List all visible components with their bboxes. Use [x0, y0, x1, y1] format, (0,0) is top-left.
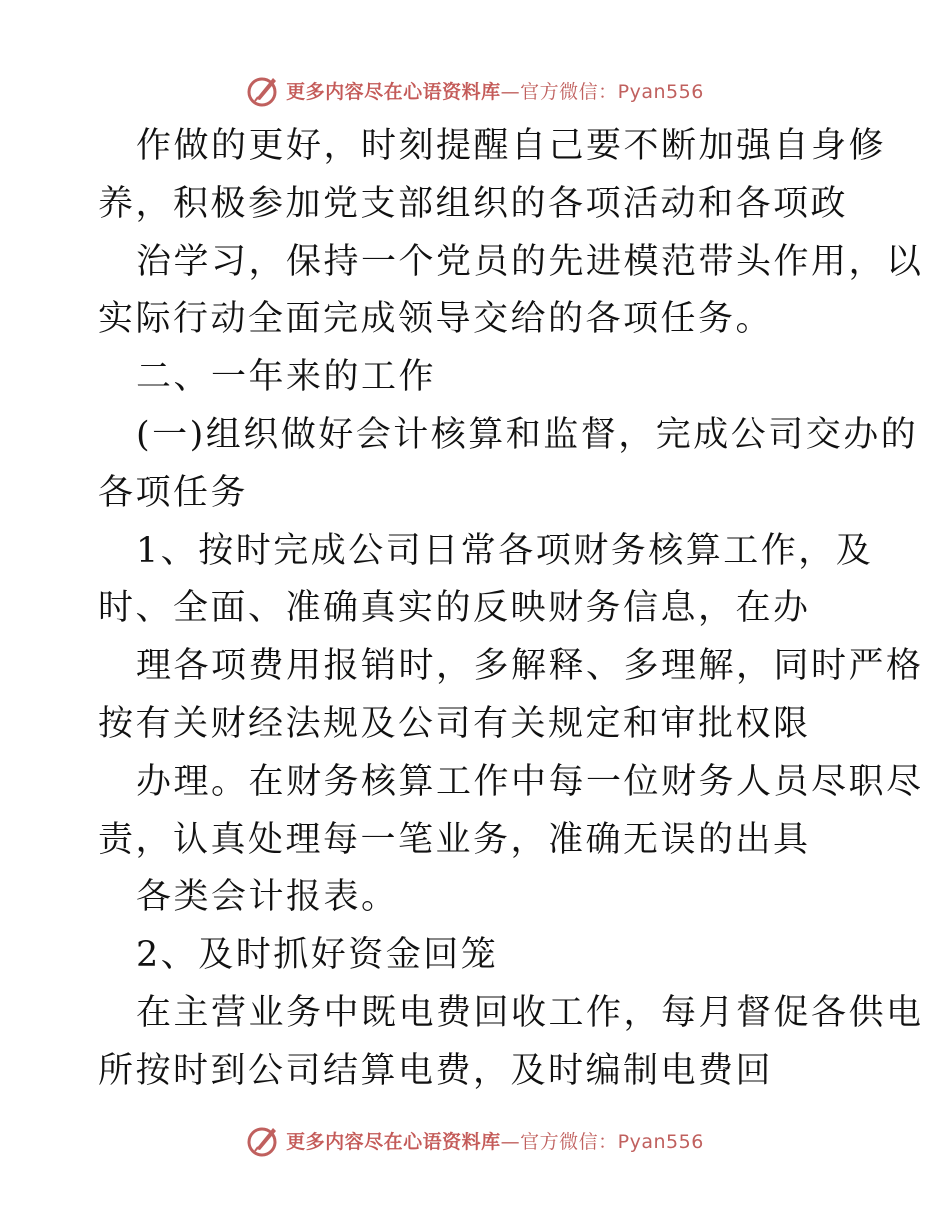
text-line: 时、全面、准确真实的反映财务信息，在办: [98, 588, 811, 629]
quill-logo-icon: [246, 72, 282, 108]
text-line: 理各项费用报销时，多解释、多理解，同时严格: [136, 646, 924, 687]
watermark-text: [286, 77, 704, 104]
watermark-contact: 官方微信：Pyan556: [520, 80, 704, 103]
text-line: 所按时到公司结算电费，及时编制电费回: [98, 1050, 774, 1091]
watermark-text: [286, 1127, 704, 1154]
text-line: 在主营业务中既电费回收工作，每月督促各供电: [136, 992, 924, 1033]
item-heading: 2、及时抓好资金回笼: [136, 935, 499, 976]
watermark-contact: 官方微信：Pyan556: [520, 1130, 704, 1153]
watermark-separator: —: [500, 80, 521, 103]
text-line: 养，积极参加党支部组织的各项活动和各项政: [98, 183, 849, 224]
quill-logo-icon: [246, 1122, 282, 1158]
subsection-heading-cont: 各项任务: [98, 472, 249, 513]
watermark-separator: —: [500, 1130, 521, 1153]
watermark-brand: 更多内容尽在心语资料库: [286, 80, 501, 103]
header-watermark: [0, 70, 950, 110]
text-line: 各类会计报表。: [136, 877, 399, 918]
text-line: 作做的更好，时刻提醒自己要不断加强自身修: [136, 126, 887, 166]
text-line: 1、按时完成公司日常各项财务核算工作，及: [136, 530, 874, 571]
text-line: 治学习，保持一个党员的先进模范带头作用，以: [136, 241, 924, 282]
text-line: 责，认真处理每一笔业务，准确无误的出具: [98, 819, 811, 860]
text-line: 办理。在财务核算工作中每一位财务人员尽职尽: [136, 761, 924, 802]
document-body: [98, 118, 924, 1101]
subsection-heading: (一)组织做好会计核算和监督，完成公司交办的: [136, 414, 919, 455]
text-line: 实际行动全面完成领导交给的各项任务。: [98, 299, 774, 340]
section-heading: 二、一年来的工作: [136, 357, 437, 398]
footer-watermark: [0, 1120, 950, 1160]
text-line: 按有关财经法规及公司有关规定和审批权限: [98, 703, 811, 744]
watermark-brand: 更多内容尽在心语资料库: [286, 1130, 501, 1153]
